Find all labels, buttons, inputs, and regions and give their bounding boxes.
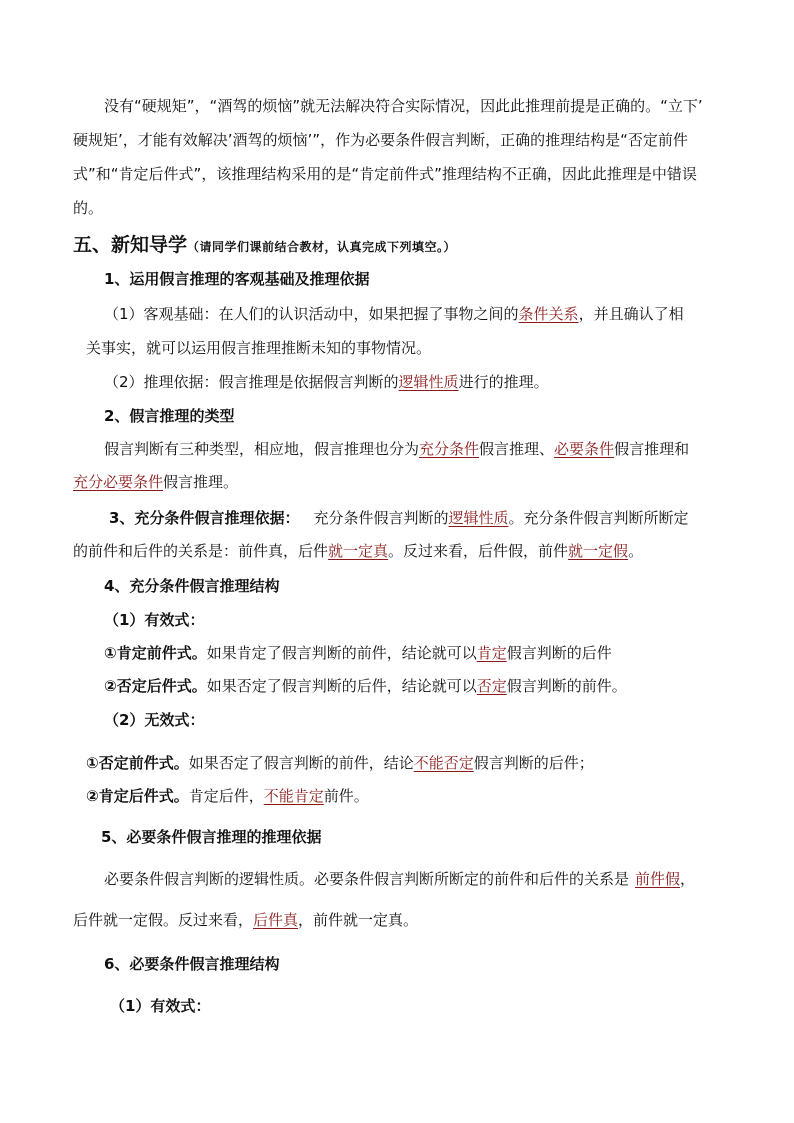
blank-definitely-true: 就一定真 xyxy=(328,542,389,560)
s4-valid-item-2 xyxy=(104,675,627,697)
s3-text-end: 。充分条件假言判断所断定 xyxy=(508,509,689,527)
s4-i2-text-end: 前件。 xyxy=(323,787,369,805)
blank-consequent-true: 后件真 xyxy=(253,911,299,929)
denying-antecedent-label: ①否定前件式。 xyxy=(86,754,189,772)
s2-line-2-text: 假言推理。 xyxy=(163,473,239,491)
s5-line-1 xyxy=(104,868,695,890)
denying-consequent-label: ②否定后件式。 xyxy=(104,677,207,695)
subsection-3-title: 3、充分条件假言推理依据： xyxy=(109,509,300,527)
s4-v2-text: 如果否定了假言判断的后件，结论就可以 xyxy=(206,677,477,695)
blank-condition-relation: 条件关系 xyxy=(518,305,579,323)
s2-line-2 xyxy=(73,471,238,493)
s5-line-2-end: ，前件就一定真。 xyxy=(298,911,419,929)
s1-paragraph-1-line-2: 关事实，就可以运用假言推理推断未知的事物情况。 xyxy=(86,339,432,357)
intro-line-3: 式”和“肯定后件式”，该推理结构采用的是“肯定前件式”推理结构不正确，因此此推理是中错误 xyxy=(73,165,697,183)
subsection-4-title: 4、充分条件假言推理结构 xyxy=(104,577,280,595)
section-5-title: 五、新知导学 xyxy=(73,234,188,256)
s2-text-end: 假言推理和 xyxy=(614,440,690,458)
blank-logical-nature-2: 逻辑性质 xyxy=(448,509,509,527)
s4-valid-item-1 xyxy=(104,642,612,664)
s1-p2-text: （2）推理依据：假言推理是依据假言判断的 xyxy=(104,373,399,391)
s1-paragraph-2 xyxy=(104,371,549,393)
s2-line-1 xyxy=(104,438,689,460)
blank-cannot-deny: 不能否定 xyxy=(413,754,474,772)
s4-invalid-item-1 xyxy=(86,752,594,774)
s4-i1-text: 如果否定了假言判断的前件，结论 xyxy=(188,754,414,772)
blank-sufficient-necessary-condition: 充分必要条件 xyxy=(73,473,164,491)
s3-line-2 xyxy=(73,540,643,562)
blank-definitely-false: 就一定假 xyxy=(568,542,629,560)
intro-line-1: 没有“硬规矩”，“酒驾的烦恼”就无法解决符合实际情况，因此此推理前提是正确的。“立下’ xyxy=(104,97,703,115)
section-5-note: （请同学们课前结合教材，认真完成下列填空。） xyxy=(187,240,457,254)
blank-deny: 否定 xyxy=(476,677,507,695)
blank-affirm: 肯定 xyxy=(476,644,507,662)
blank-antecedent-false: 前件假 xyxy=(635,870,681,888)
s3-line-2-mid: 。反过来看，后件假，前件 xyxy=(388,542,569,560)
section-5-heading xyxy=(73,232,456,260)
s2-text-mid: 假言推理、 xyxy=(479,440,555,458)
s4-v1-text-end: 假言判断的后件 xyxy=(506,644,612,662)
s6-valid-heading: （1）有效式： xyxy=(110,997,211,1015)
s1-p1-text: （1）客观基础：在人们的认识活动中，如果把握了事物之间的 xyxy=(104,305,519,323)
blank-cannot-affirm: 不能肯定 xyxy=(263,787,324,805)
s2-text: 假言判断有三种类型，相应地，假言推理也分为 xyxy=(104,440,420,458)
s3-line-2-end: 。 xyxy=(628,542,644,560)
s3-line-2-text: 的前件和后件的关系是：前件真，后件 xyxy=(73,542,329,560)
s5-line-2-text: 后件就一定假。反过来看， xyxy=(73,911,254,929)
intro-line-2: 硬规矩’，才能有效解决’酒驾的烦恼’”，作为必要条件假言判断，正确的推理结构是“否定前件 xyxy=(73,131,688,149)
s5-line-2 xyxy=(73,909,418,931)
subsection-5-title: 5、必要条件假言推理的推理依据 xyxy=(101,828,322,846)
s1-paragraph-1-line-1 xyxy=(104,303,684,325)
subsection-1-title: 1、运用假言推理的客观基础及推理依据 xyxy=(104,270,370,288)
s3-line-1 xyxy=(109,507,689,529)
s4-i2-text: 肯定后件， xyxy=(188,787,264,805)
affirming-antecedent-label: ①肯定前件式。 xyxy=(104,644,207,662)
s4-i1-text-end: 假言判断的后件； xyxy=(473,754,594,772)
s4-invalid-heading: （2）无效式： xyxy=(104,711,205,729)
intro-line-4: 的。 xyxy=(73,199,104,217)
s5-text-end: ， xyxy=(680,870,696,888)
subsection-6-title: 6、必要条件假言推理结构 xyxy=(104,955,280,973)
affirming-consequent-label: ②肯定后件式。 xyxy=(86,787,189,805)
s4-v2-text-end: 假言判断的前件。 xyxy=(506,677,627,695)
blank-sufficient-condition: 充分条件 xyxy=(419,440,480,458)
s1-p2-text-end: 进行的推理。 xyxy=(458,373,549,391)
s5-text: 必要条件假言判断的逻辑性质。必要条件假言判断所断定的前件和后件的关系是 xyxy=(104,870,630,888)
s4-invalid-item-2 xyxy=(86,785,369,807)
s4-v1-text: 如果肯定了假言判断的前件，结论就可以 xyxy=(206,644,477,662)
s4-valid-heading: （1）有效式： xyxy=(104,611,205,629)
s3-text: 充分条件假言判断的 xyxy=(313,509,449,527)
subsection-2-title: 2、假言推理的类型 xyxy=(104,407,235,425)
blank-necessary-condition: 必要条件 xyxy=(554,440,615,458)
s1-p1-text-end: ，并且确认了相 xyxy=(578,305,684,323)
blank-logical-nature: 逻辑性质 xyxy=(398,373,459,391)
